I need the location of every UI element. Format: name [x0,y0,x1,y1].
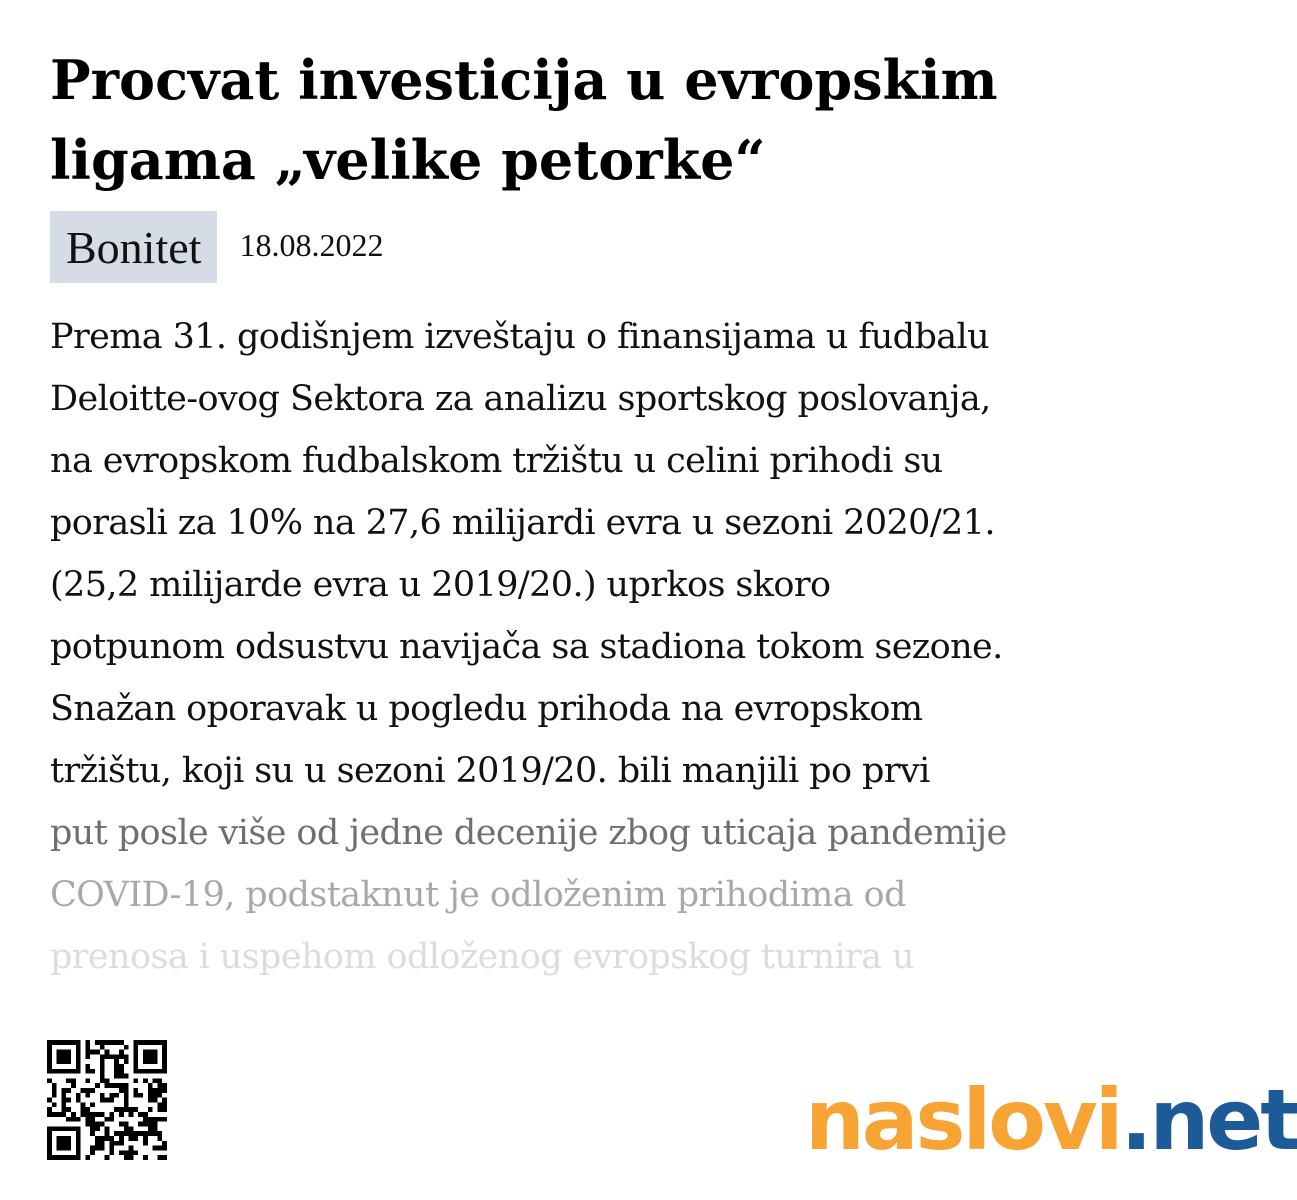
qr-module [105,1136,110,1141]
source-badge[interactable]: Bonitet [50,211,217,283]
qr-module [100,1078,105,1083]
article-body-line: COVID-19, podstaknut je odloženim prihodima od [50,875,906,915]
article-body-line: prenosa i uspehom odloženog evropskog turnira u [50,937,914,977]
qr-module [114,1093,119,1098]
qr-module [81,1112,86,1117]
qr-module [71,1117,76,1122]
qr-module [109,1093,114,1098]
qr-module [124,1093,129,1098]
qr-module [143,1122,148,1127]
qr-module [114,1074,119,1079]
qr-module [138,1131,143,1136]
qr-module [162,1141,167,1146]
qr-module [119,1131,124,1136]
qr-module [124,1083,129,1088]
qr-module [148,1083,153,1088]
qr-module [124,1155,129,1160]
qr-module [124,1098,129,1103]
qr-module [57,1112,62,1117]
qr-module [52,1083,57,1088]
qr-module [124,1059,129,1064]
qr-module [81,1102,86,1107]
qr-module [114,1054,119,1059]
qr-module [76,1117,81,1122]
qr-module [61,1088,66,1093]
qr-module [143,1078,148,1083]
qr-module [119,1074,124,1079]
qr-module [100,1093,105,1098]
qr-module [133,1107,138,1112]
qr-module [109,1136,114,1141]
qr-module [85,1050,90,1055]
qr-module [61,1112,66,1117]
qr-module [119,1150,124,1155]
qr-module [71,1083,76,1088]
qr-module [109,1146,114,1151]
article-body-line: potpunom odsustvu navijača sa stadiona tokom sezone. [50,627,1003,667]
qr-module [85,1107,90,1112]
qr-module [119,1107,124,1112]
qr-module [157,1093,162,1098]
qr-module [162,1107,167,1112]
qr-module [124,1102,129,1107]
qr-module [81,1107,86,1112]
qr-module [143,1050,157,1064]
qr-module [90,1117,95,1122]
article-title [50,40,1160,200]
qr-module [109,1117,114,1122]
qr-module [105,1054,110,1059]
qr-module [100,1112,105,1117]
qr-module [138,1122,143,1127]
qr-module [66,1107,71,1112]
article-body-line: (25,2 milijarde evra u 2019/20.) uprkos skoro [50,565,831,605]
qr-module [157,1136,162,1141]
qr-module [148,1088,153,1093]
article-body [50,306,1165,996]
qr-module [57,1136,71,1150]
qr-module [162,1088,167,1093]
qr-module [76,1098,81,1103]
qr-module [85,1122,90,1127]
qr-module [90,1102,95,1107]
qr-module [153,1078,158,1083]
qr-module [90,1126,95,1131]
qr-module [124,1107,129,1112]
qr-module [114,1064,119,1069]
qr-module [153,1088,158,1093]
qr-module [105,1040,110,1045]
qr-module [129,1107,134,1112]
qr-module [100,1098,105,1103]
qr-module [52,1102,57,1107]
qr-module [100,1141,105,1146]
naslovi-logo[interactable] [805,1071,1297,1169]
qr-module [71,1112,76,1117]
qr-module [85,1117,90,1122]
qr-module [157,1117,162,1122]
qr-module [90,1122,95,1127]
qr-module [90,1131,95,1136]
qr-module [85,1078,90,1083]
qr-module [153,1093,158,1098]
qr-module [133,1131,138,1136]
qr-module [61,1098,66,1103]
qr-module [133,1136,138,1141]
qr-module [119,1064,124,1069]
qr-module [114,1069,119,1074]
qr-module [133,1093,138,1098]
qr-module [157,1146,162,1151]
qr-module [100,1064,105,1069]
qr-module [119,1054,124,1059]
qr-module [47,1112,52,1117]
qr-module [129,1146,134,1151]
qr-module [85,1155,90,1160]
qr-module [157,1102,162,1107]
qr-module [148,1098,153,1103]
qr-module [105,1098,110,1103]
article-body-line: Prema 31. godišnjem izveštaju o finansijama u fudbalu [50,317,990,357]
qr-module [153,1131,158,1136]
qr-module [95,1146,100,1151]
qr-module [129,1126,134,1131]
qr-module [119,1122,124,1127]
qr-module [85,1054,90,1059]
qr-module [100,1040,105,1045]
qr-module [133,1088,138,1093]
qr-module [61,1107,66,1112]
qr-module [90,1050,95,1055]
qr-module [129,1112,134,1117]
qr-module [90,1112,95,1117]
qr-module [143,1117,148,1122]
qr-module [153,1122,158,1127]
qr-module [148,1122,153,1127]
qr-module [66,1078,71,1083]
qr-module [124,1150,129,1155]
qr-module [100,1045,105,1050]
qr-module [109,1040,114,1045]
qr-module [90,1146,95,1151]
qr-module [114,1083,119,1088]
qr-module [100,1054,105,1059]
qr-module [95,1122,100,1127]
qr-module [133,1078,138,1083]
qr-module [162,1098,167,1103]
article-body-line: tržištu, koji su u sezoni 2019/20. bili manjili po prvi [50,751,930,791]
qr-module [157,1083,162,1088]
qr-module [66,1117,71,1122]
qr-module [129,1155,134,1160]
qr-module [162,1083,167,1088]
qr-module [157,1131,162,1136]
qr-module [119,1069,124,1074]
qr-module [95,1126,100,1131]
qr-module [61,1093,66,1098]
qr-module [90,1088,95,1093]
qr-module [129,1136,134,1141]
qr-module [66,1098,71,1103]
article-meta [50,211,383,283]
qr-module [124,1074,129,1079]
qr-module [90,1150,95,1155]
qr-module [85,1040,90,1045]
qr-module [61,1102,66,1107]
qr-module [119,1112,124,1117]
article-title-line-2: ligama „velike petorke“ [50,128,766,192]
qr-module [109,1150,114,1155]
qr-module [143,1136,148,1141]
qr-module [95,1141,100,1146]
qr-module [153,1126,158,1131]
qr-module [100,1069,105,1074]
logo-text-naslovi: naslovi [805,1071,1121,1169]
qr-module [157,1107,162,1112]
qr-module [105,1083,110,1088]
article-body-line: porasli za 10% na 27,6 milijardi evra u sezoni 2020/21. [50,503,995,543]
qr-module [105,1131,110,1136]
qr-module [109,1098,114,1103]
qr-module [100,1136,105,1141]
qr-module [157,1078,162,1083]
qr-module [124,1088,129,1093]
qr-module [148,1131,153,1136]
qr-module [105,1078,110,1083]
qr-module [66,1088,71,1093]
qr-module [114,1131,119,1136]
qr-module [105,1050,110,1055]
qr-module [95,1083,100,1088]
qr-module [109,1141,114,1146]
qr-module [129,1131,134,1136]
qr-module [153,1117,158,1122]
qr-module [57,1050,71,1064]
qr-module [100,1146,105,1151]
qr-module [119,1083,124,1088]
qr-module [148,1117,153,1122]
qr-module [85,1112,90,1117]
qr-module [85,1088,90,1093]
qr-module [47,1098,52,1103]
qr-module [109,1112,114,1117]
qr-code-icon[interactable] [47,1040,167,1160]
qr-module [119,1088,124,1093]
qr-module [114,1059,119,1064]
qr-module [85,1045,90,1050]
logo-text-net: .net [1120,1071,1297,1169]
qr-module [52,1088,57,1093]
qr-module [109,1054,114,1059]
qr-module [105,1155,110,1160]
qr-module [109,1083,114,1088]
qr-module [133,1150,138,1155]
qr-module [52,1112,57,1117]
qr-module [148,1126,153,1131]
article-body-line: put posle više od jedne decenije zbog uticaja pandemije [50,813,1007,853]
qr-module [114,1040,119,1045]
publish-date: 18.08.2022 [239,227,384,263]
qr-module [119,1040,124,1045]
qr-module [100,1122,105,1127]
qr-module [148,1107,153,1112]
qr-module [143,1112,148,1117]
qr-module [157,1088,162,1093]
qr-module [119,1136,124,1141]
qr-module [162,1102,167,1107]
qr-module [124,1054,129,1059]
qr-module [105,1126,110,1131]
article-body-line: Deloitte-ovog Sektora za analizu sportskog poslovanja, [50,379,991,419]
qr-module [85,1069,90,1074]
qr-module [162,1146,167,1151]
qr-module [76,1093,81,1098]
qr-module [143,1155,148,1160]
qr-module [157,1155,162,1160]
qr-module [124,1045,129,1050]
qr-module [90,1069,95,1074]
qr-module [119,1141,124,1146]
qr-module [114,1107,119,1112]
qr-module [85,1064,90,1069]
article-body-line: na evropskom fudbalskom tržištu u celini prihodi su [50,441,943,481]
article-title-line-1: Procvat investicija u evropskim [50,48,998,112]
qr-module [143,1131,148,1136]
qr-module [129,1150,134,1155]
qr-module [162,1155,167,1160]
qr-module [124,1126,129,1131]
qr-module [100,1074,105,1079]
qr-module [162,1117,167,1122]
qr-module [95,1050,100,1055]
qr-module [100,1059,105,1064]
article-body-line: Snažan oporavak u pogledu prihoda na evropskom [50,689,923,729]
qr-module [85,1093,90,1098]
qr-module [153,1146,158,1151]
qr-module [138,1093,143,1098]
qr-module [119,1050,124,1055]
qr-module [47,1078,52,1083]
qr-module [95,1040,100,1045]
qr-module [114,1141,119,1146]
qr-module [124,1122,129,1127]
qr-module [81,1088,86,1093]
qr-module [138,1112,143,1117]
qr-module [52,1093,57,1098]
qr-module [95,1112,100,1117]
qr-module [148,1093,153,1098]
qr-module [143,1141,148,1146]
qr-module [71,1078,76,1083]
qr-module [153,1098,158,1103]
qr-module [105,1117,110,1122]
qr-module [95,1136,100,1141]
qr-module [47,1107,52,1112]
qr-module [124,1131,129,1136]
